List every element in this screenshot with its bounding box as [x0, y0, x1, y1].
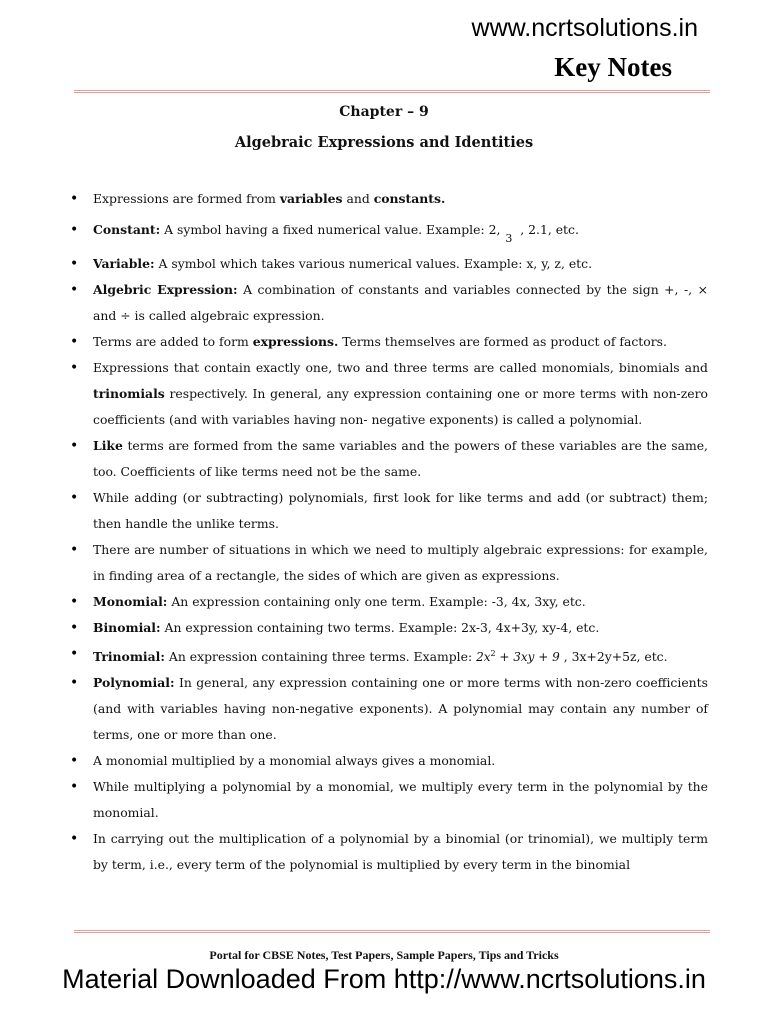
note-item: • In carrying out the multiplication of a polynomial by a binomial (or trinomial), we multiply term by term, i.e., every term of the polynomial is multiplied by every term in the binomial	[70, 826, 708, 878]
note-term: Trinomial:	[93, 649, 165, 664]
note-term: Polynomial:	[93, 675, 175, 690]
footer-divider	[74, 930, 710, 933]
footer-download-banner: Material Downloaded From http://www.ncrtsolutions.in	[62, 964, 706, 994]
note-item: • Trinomial: An expression containing three terms. Example: $2x^2 + 3xy + 9$ , 3x+2y+5z, etc.	[70, 641, 708, 670]
fraction: 3	[505, 232, 513, 245]
note-term: Binomial:	[93, 620, 161, 635]
header-divider	[74, 90, 710, 93]
note-term: Monomial:	[93, 594, 168, 609]
note-item: • Expressions are formed from variables and constants.	[70, 186, 708, 212]
note-item: • Algebric Expression: A combination of constants and variables connected by the sign +, -, × and ÷ is called algebraic expression.	[70, 277, 708, 329]
note-item: • Like terms are formed from the same variables and the powers of these variables are the same, too. Coefficients of like terms need not be the same.	[70, 433, 708, 485]
note-item: • Binomial: An expression containing two terms. Example: 2x-3, 4x+3y, xy-4, etc.	[70, 615, 708, 641]
note-term: Like	[93, 438, 123, 453]
site-url: www.ncrtsolutions.in	[471, 14, 698, 42]
note-item: • While adding (or subtracting) polynomials, first look for like terms and add (or subtract) them; then handle the unlike terms.	[70, 485, 708, 537]
math-expression: $2x^2 + 3xy + 9$	[476, 649, 560, 664]
note-item: • Monomial: An expression containing only one term. Example: -3, 4x, 3xy, etc.	[70, 589, 708, 615]
note-item: • Expressions that contain exactly one, two and three terms are called monomials, binomials and trinomials respectively. In general, any expression containing one or more terms with non-zero coefficients (and with variables having non- negative exponents) is called a polynomial.	[70, 355, 708, 433]
chapter-title: Algebraic Expressions and Identities	[234, 134, 534, 151]
note-item: • Variable: A symbol which takes various numerical values. Example: x, y, z, etc.	[70, 251, 708, 277]
chapter-number: Chapter – 9	[339, 104, 429, 120]
note-item: • Polynomial: In general, any expression containing one or more terms with non-zero coefficients (and with variables having non-negative exponents). A polynomial may contain any number of terms, one or more than one.	[70, 670, 708, 748]
note-item: • Constant: A symbol having a fixed numerical value. Example: 2, 3 , 2.1, etc.	[70, 217, 708, 246]
note-term: Algebric Expression:	[93, 282, 238, 297]
footer-portal-note: Portal for CBSE Notes, Test Papers, Sample Papers, Tips and Tricks	[209, 948, 559, 962]
note-term: Constant:	[93, 222, 161, 237]
note-item: • Terms are added to form expressions. Terms themselves are formed as product of factors.	[70, 329, 708, 355]
key-notes-heading: Key Notes	[554, 52, 672, 82]
notes-list	[70, 186, 708, 878]
note-item: • While multiplying a polynomial by a monomial, we multiply every term in the polynomial by the monomial.	[70, 774, 708, 826]
note-item: • There are number of situations in which we need to multiply algebraic expressions: for example, in finding area of a rectangle, the sides of which are given as expressions.	[70, 537, 708, 589]
note-term: Variable:	[93, 256, 155, 271]
note-item: • A monomial multiplied by a monomial always gives a monomial.	[70, 748, 708, 774]
